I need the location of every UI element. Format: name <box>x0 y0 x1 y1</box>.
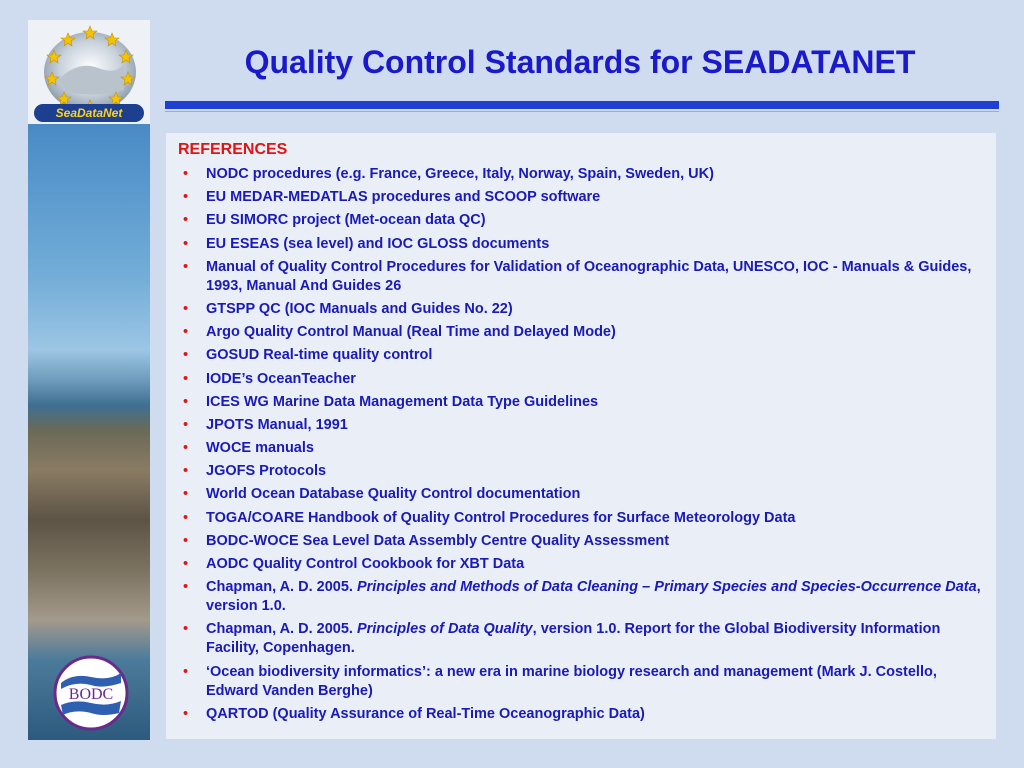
sidebar-photo-strip <box>28 20 150 740</box>
reference-item: • ‘Ocean biodiversity informatics’: a new era in marine biology research and management (Mark J. Costello, Edward Vanden Berghe) <box>183 663 937 699</box>
reference-item: • GTSPP QC (IOC Manuals and Guides No. 22) <box>183 300 513 317</box>
title-rule-thin <box>165 111 999 112</box>
reference-item: • EU SIMORC project (Met-ocean data QC) <box>183 212 486 229</box>
reference-item: • IODE’s OceanTeacher <box>183 370 356 387</box>
bullet-icon: • <box>183 235 189 252</box>
logo-text: SeaDataNet <box>55 106 123 120</box>
bullet-icon: • <box>183 300 189 317</box>
bodc-text: BODC <box>68 686 114 703</box>
reference-item-chapman-cleaning: • Chapman, A. D. 2005. Principles and Methods of Data Cleaning – Primary Species and Species-Occurrence Data, version 1.0. <box>183 579 981 615</box>
bullet-icon: • <box>183 370 189 387</box>
reference-item: • TOGA/COARE Handbook of Quality Control Procedures for Surface Meteorology Data <box>183 509 796 526</box>
reference-item: • Argo Quality Control Manual (Real Time and Delayed Mode) <box>183 324 616 341</box>
seadatanet-logo <box>28 20 150 124</box>
reference-item: • AODC Quality Control Cookbook for XBT Data <box>183 556 525 572</box>
bullet-icon: • <box>183 440 189 457</box>
reference-item: • Manual of Quality Control Procedures for Validation of Oceanographic Data, UNESCO, IOC - Manuals & Guides, 1993, Manual And Guides 26 <box>183 258 972 294</box>
references-panel <box>166 133 996 739</box>
reference-item: • JPOTS Manual, 1991 <box>183 416 348 433</box>
bullet-icon: • <box>183 347 189 364</box>
bullet-icon: • <box>183 579 189 596</box>
reference-item: • EU MEDAR-MEDATLAS procedures and SCOOP software <box>183 189 601 206</box>
reference-item: • EU ESEAS (sea level) and IOC GLOSS documents <box>183 235 550 252</box>
bullet-icon: • <box>183 556 189 572</box>
bullet-icon: • <box>183 509 189 526</box>
bullet-icon: • <box>183 189 189 206</box>
bodc-logo <box>53 655 129 731</box>
reference-item: • GOSUD Real-time quality control <box>183 347 433 364</box>
reference-item: • JGOFS Protocols <box>183 463 327 480</box>
page-title: Quality Control Standards for SEADATANET <box>244 44 916 80</box>
reference-item: • QARTOD (Quality Assurance of Real-Time Oceanographic Data) <box>183 705 645 722</box>
bullet-icon: • <box>183 324 189 341</box>
references-heading: REFERENCES <box>178 141 288 158</box>
bullet-icon: • <box>183 166 189 182</box>
bullet-icon: • <box>183 416 189 433</box>
bullet-icon: • <box>183 663 189 680</box>
reference-item-chapman-quality: • Chapman, A. D. 2005. Principles of Data Quality, version 1.0. Report for the Global Biodiversity Information Facility, Copenhagen. <box>183 621 941 657</box>
bullet-icon: • <box>183 258 189 275</box>
bullet-icon: • <box>183 621 189 638</box>
title-rule <box>165 101 999 109</box>
bullet-icon: • <box>183 463 189 480</box>
bullet-icon: • <box>183 705 189 722</box>
bullet-icon: • <box>183 393 189 410</box>
bullet-icon: • <box>183 212 189 229</box>
reference-item: • ICES WG Marine Data Management Data Type Guidelines <box>183 393 599 410</box>
bullet-icon: • <box>183 486 189 503</box>
reference-item: • BODC-WOCE Sea Level Data Assembly Centre Quality Assessment <box>183 532 670 549</box>
reference-item: • WOCE manuals <box>183 440 314 457</box>
references-list <box>178 165 984 724</box>
reference-item: • NODC procedures (e.g. France, Greece, Italy, Norway, Spain, Sweden, UK) <box>183 166 714 182</box>
bullet-icon: • <box>183 532 189 549</box>
reference-item: • World Ocean Database Quality Control documentation <box>183 486 581 503</box>
